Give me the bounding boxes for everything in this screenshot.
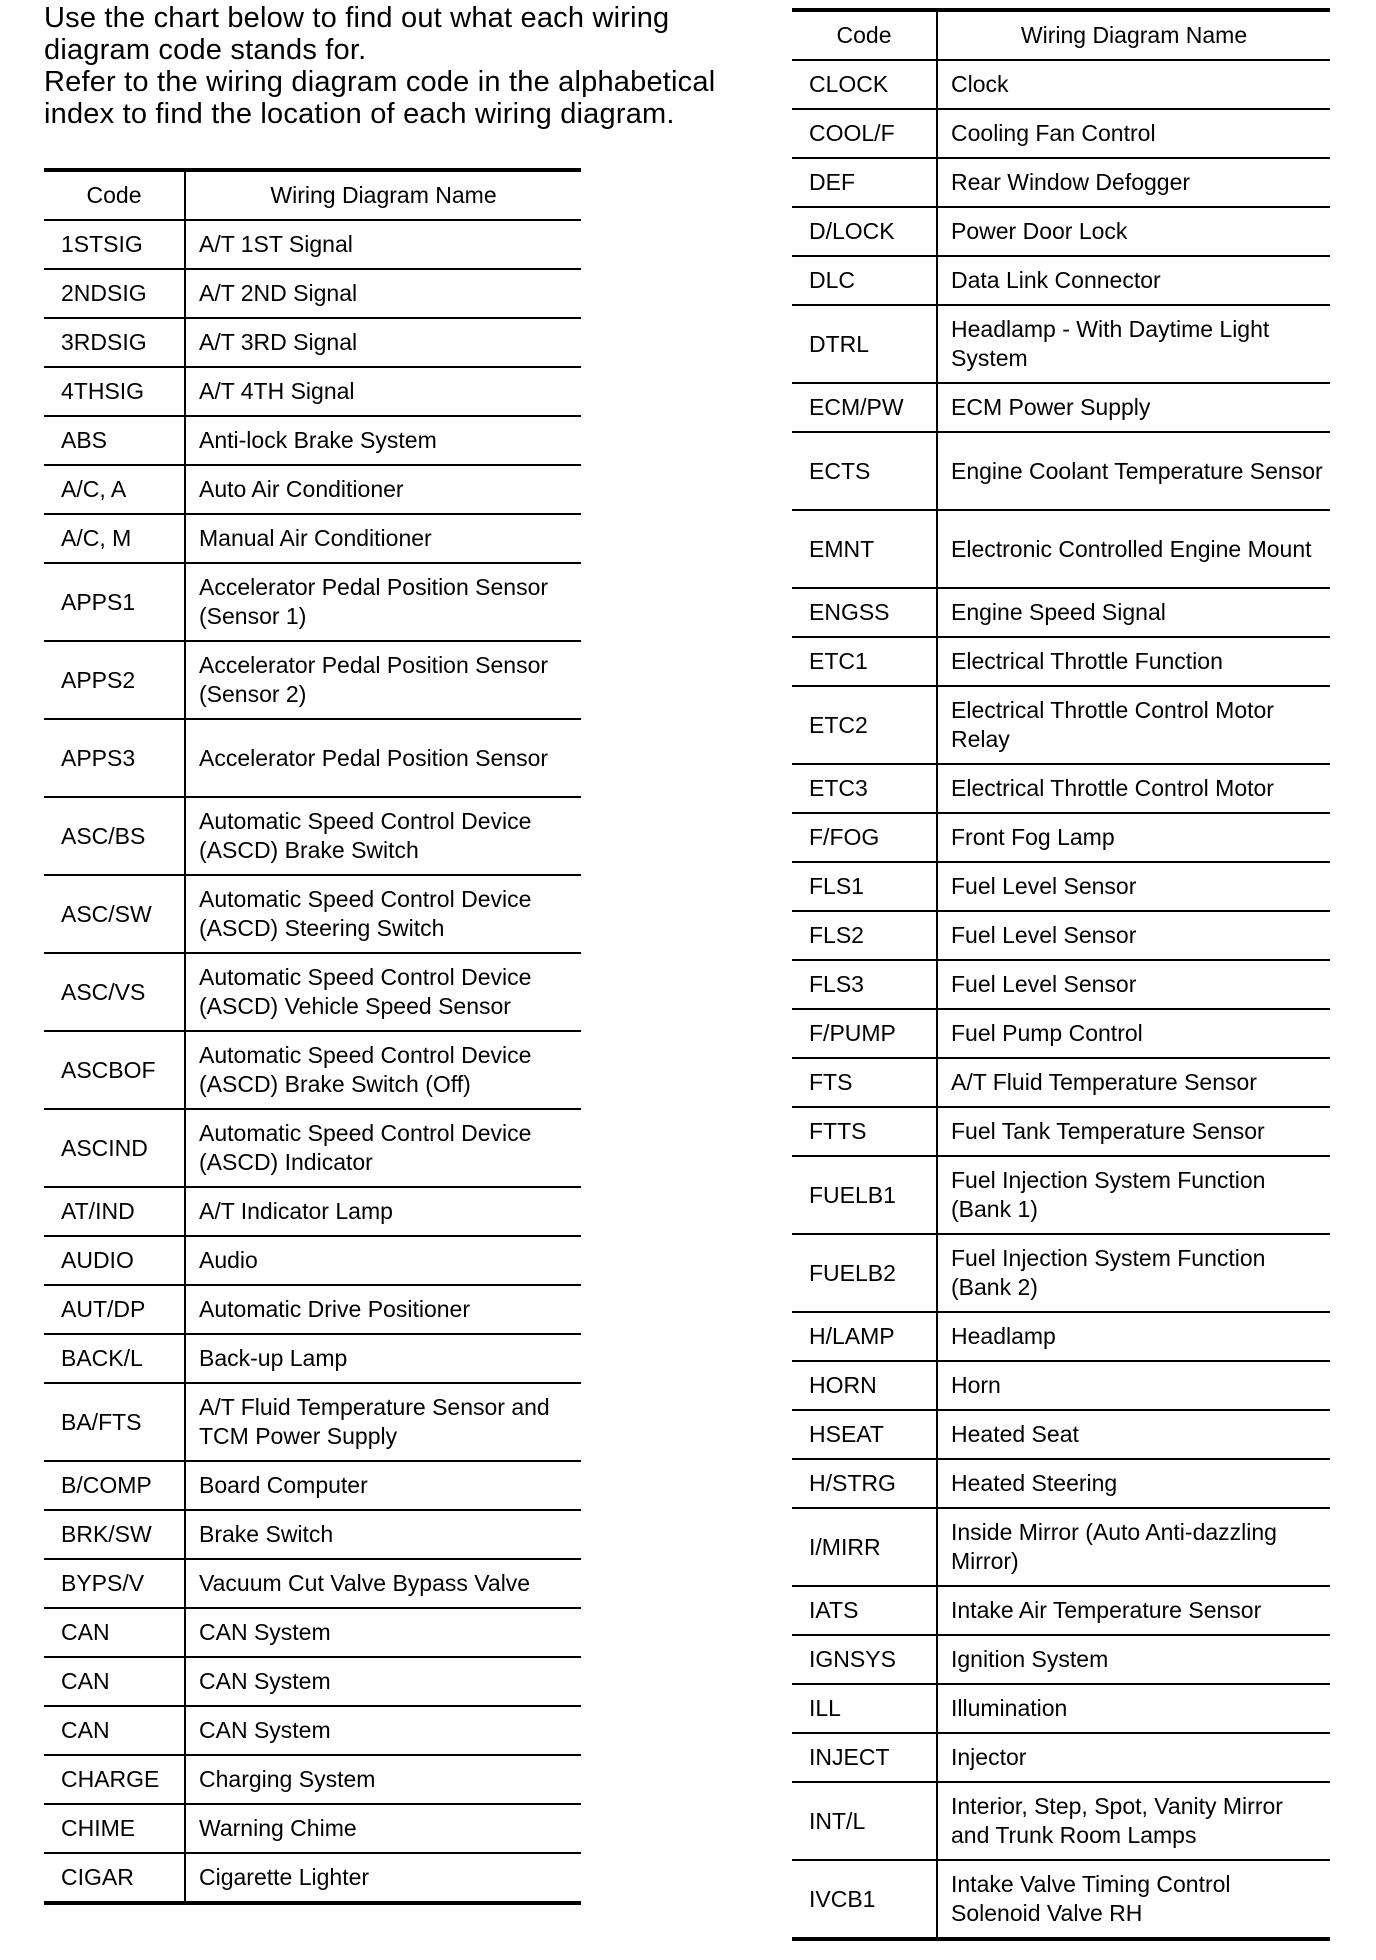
wiring-diagram-name-cell: Electrical Throttle Control Motor Relay [937, 686, 1330, 764]
table-row [792, 109, 1330, 158]
wiring-code-cell: CAN [44, 1657, 185, 1706]
wiring-code-cell: B/COMP [44, 1461, 185, 1510]
wiring-diagram-name-cell: CAN System [185, 1706, 581, 1755]
wiring-code-cell: BACK/L [44, 1334, 185, 1383]
wiring-code-cell: INJECT [792, 1733, 937, 1782]
wiring-code-cell: ASCIND [44, 1109, 185, 1187]
wiring-code-cell: CLOCK [792, 60, 937, 109]
table-row [792, 60, 1330, 109]
wiring-diagram-name-cell: Intake Air Temperature Sensor [937, 1586, 1330, 1635]
table-row [792, 1782, 1330, 1860]
wiring-code-cell: ETC2 [792, 686, 937, 764]
wiring-code-cell: IVCB1 [792, 1860, 937, 1939]
wiring-diagram-name-cell: A/T 3RD Signal [185, 318, 581, 367]
wiring-code-cell: APPS3 [44, 719, 185, 797]
wiring-diagram-name-cell: Fuel Level Sensor [937, 862, 1330, 911]
wiring-diagram-name-cell: A/T Fluid Temperature Sensor [937, 1058, 1330, 1107]
wiring-code-cell: ETC3 [792, 764, 937, 813]
wiring-code-cell: 2NDSIG [44, 269, 185, 318]
table-row [44, 1510, 581, 1559]
table-row [792, 1361, 1330, 1410]
table-row [44, 1031, 581, 1109]
wiring-code-cell: INT/L [792, 1782, 937, 1860]
wiring-diagram-name-cell: Front Fog Lamp [937, 813, 1330, 862]
table-row [44, 953, 581, 1031]
table-row [792, 637, 1330, 686]
table-row [792, 1684, 1330, 1733]
wiring-diagram-name-cell: Interior, Step, Spot, Vanity Mirror and Trunk Room Lamps [937, 1782, 1330, 1860]
table-row [44, 1187, 581, 1236]
table-row [44, 1657, 581, 1706]
wiring-diagram-name-cell: Automatic Speed Control Device (ASCD) Steering Switch [185, 875, 581, 953]
wiring-diagram-name-cell: Fuel Pump Control [937, 1009, 1330, 1058]
wiring-diagram-name-cell: Automatic Speed Control Device (ASCD) Indicator [185, 1109, 581, 1187]
wiring-code-cell: D/LOCK [792, 207, 937, 256]
wiring-code-cell: ABS [44, 416, 185, 465]
wiring-code-cell: ECM/PW [792, 383, 937, 432]
table-row [44, 1853, 581, 1903]
wiring-diagram-name-cell: Heated Seat [937, 1410, 1330, 1459]
name-column-header: Wiring Diagram Name [185, 170, 581, 220]
table-row [44, 1559, 581, 1608]
wiring-diagram-name-cell: Horn [937, 1361, 1330, 1410]
wiring-code-cell: APPS1 [44, 563, 185, 641]
wiring-code-table-left [44, 168, 581, 1905]
wiring-code-cell: FTS [792, 1058, 937, 1107]
wiring-code-cell: 1STSIG [44, 220, 185, 269]
wiring-diagram-name-cell: Power Door Lock [937, 207, 1330, 256]
wiring-code-cell: CAN [44, 1608, 185, 1657]
wiring-diagram-name-cell: Heated Steering [937, 1459, 1330, 1508]
wiring-diagram-name-cell: ECM Power Supply [937, 383, 1330, 432]
table-row [792, 1860, 1330, 1939]
table-row [44, 514, 581, 563]
table-row [792, 813, 1330, 862]
wiring-diagram-name-cell: Cooling Fan Control [937, 109, 1330, 158]
table-row [792, 1107, 1330, 1156]
wiring-code-cell: FUELB2 [792, 1234, 937, 1312]
wiring-code-cell: DEF [792, 158, 937, 207]
table-row [44, 416, 581, 465]
wiring-diagram-name-cell: A/T Indicator Lamp [185, 1187, 581, 1236]
intro-line-2: Refer to the wiring diagram code in the alphabetical index to find the location of each wiring diagram. [44, 66, 716, 130]
wiring-code-cell: ENGSS [792, 588, 937, 637]
wiring-diagram-name-cell: Charging System [185, 1755, 581, 1804]
table-row [44, 1755, 581, 1804]
wiring-diagram-name-cell: Fuel Injection System Function (Bank 1) [937, 1156, 1330, 1234]
wiring-code-cell: ILL [792, 1684, 937, 1733]
code-column-header: Code [792, 10, 937, 60]
wiring-diagram-name-cell: Fuel Level Sensor [937, 960, 1330, 1009]
wiring-diagram-name-cell: Engine Coolant Temperature Sensor [937, 432, 1330, 510]
wiring-diagram-name-cell: Automatic Speed Control Device (ASCD) Vehicle Speed Sensor [185, 953, 581, 1031]
wiring-diagram-name-cell: A/T 2ND Signal [185, 269, 581, 318]
table-row [44, 269, 581, 318]
wiring-diagram-name-cell: Illumination [937, 1684, 1330, 1733]
wiring-code-cell: 3RDSIG [44, 318, 185, 367]
table-row [792, 960, 1330, 1009]
wiring-diagram-name-cell: Automatic Drive Positioner [185, 1285, 581, 1334]
wiring-diagram-name-cell: Injector [937, 1733, 1330, 1782]
wiring-diagram-name-cell: A/T 1ST Signal [185, 220, 581, 269]
table-row [792, 1234, 1330, 1312]
table-row [44, 719, 581, 797]
table-row [792, 1635, 1330, 1684]
wiring-code-cell: ASC/VS [44, 953, 185, 1031]
wiring-diagram-name-cell: Rear Window Defogger [937, 158, 1330, 207]
wiring-code-cell: A/C, M [44, 514, 185, 563]
wiring-code-cell: CHIME [44, 1804, 185, 1853]
table-row [792, 256, 1330, 305]
wiring-code-cell: ASC/SW [44, 875, 185, 953]
wiring-code-cell: BA/FTS [44, 1383, 185, 1461]
wiring-diagram-name-cell: Automatic Speed Control Device (ASCD) Brake Switch (Off) [185, 1031, 581, 1109]
table-row [792, 686, 1330, 764]
table-row [44, 563, 581, 641]
table-row [44, 465, 581, 514]
wiring-code-cell: EMNT [792, 510, 937, 588]
wiring-code-cell: IGNSYS [792, 1635, 937, 1684]
table-row [792, 383, 1330, 432]
wiring-diagram-name-cell: Headlamp - With Daytime Light System [937, 305, 1330, 383]
wiring-code-cell: 4THSIG [44, 367, 185, 416]
wiring-diagram-name-cell: Fuel Injection System Function (Bank 2) [937, 1234, 1330, 1312]
wiring-code-cell: FLS3 [792, 960, 937, 1009]
wiring-code-cell: APPS2 [44, 641, 185, 719]
table-row [792, 305, 1330, 383]
wiring-code-table-right [792, 8, 1330, 1941]
wiring-code-cell: H/STRG [792, 1459, 937, 1508]
table-row [44, 641, 581, 719]
wiring-code-cell: DLC [792, 256, 937, 305]
name-column-header: Wiring Diagram Name [937, 10, 1330, 60]
table-row [792, 1733, 1330, 1782]
table-row [792, 1508, 1330, 1586]
intro-text [44, 2, 724, 130]
table-row [792, 1058, 1330, 1107]
wiring-code-cell: FTTS [792, 1107, 937, 1156]
wiring-diagram-name-cell: A/T 4TH Signal [185, 367, 581, 416]
wiring-diagram-name-cell: Clock [937, 60, 1330, 109]
table-row [792, 764, 1330, 813]
wiring-code-cell: F/FOG [792, 813, 937, 862]
table-row [792, 158, 1330, 207]
wiring-code-cell: HORN [792, 1361, 937, 1410]
table-row [792, 1312, 1330, 1361]
wiring-diagram-name-cell: Auto Air Conditioner [185, 465, 581, 514]
wiring-code-cell: A/C, A [44, 465, 185, 514]
wiring-diagram-name-cell: Anti-lock Brake System [185, 416, 581, 465]
table-row [792, 1459, 1330, 1508]
table-row [44, 1109, 581, 1187]
wiring-diagram-name-cell: Cigarette Lighter [185, 1853, 581, 1903]
table-row [44, 797, 581, 875]
wiring-diagram-name-cell: Accelerator Pedal Position Sensor [185, 719, 581, 797]
table-row [44, 1383, 581, 1461]
code-column-header: Code [44, 170, 185, 220]
table-row [44, 367, 581, 416]
wiring-code-cell: CAN [44, 1706, 185, 1755]
table-row [792, 432, 1330, 510]
wiring-code-cell: BRK/SW [44, 1510, 185, 1559]
table-row [792, 1586, 1330, 1635]
wiring-code-cell: COOL/F [792, 109, 937, 158]
wiring-code-cell: ETC1 [792, 637, 937, 686]
wiring-code-cell: DTRL [792, 305, 937, 383]
wiring-code-cell: AUDIO [44, 1236, 185, 1285]
wiring-diagram-name-cell: Electronic Controlled Engine Mount [937, 510, 1330, 588]
table-row [792, 1410, 1330, 1459]
wiring-diagram-name-cell: Electrical Throttle Function [937, 637, 1330, 686]
wiring-diagram-name-cell: Brake Switch [185, 1510, 581, 1559]
wiring-code-cell: H/LAMP [792, 1312, 937, 1361]
table-row [792, 588, 1330, 637]
table-row [44, 1236, 581, 1285]
wiring-code-cell: AT/IND [44, 1187, 185, 1236]
table-row [44, 1804, 581, 1853]
wiring-code-cell: FUELB1 [792, 1156, 937, 1234]
wiring-diagram-name-cell: Engine Speed Signal [937, 588, 1330, 637]
table-row [44, 318, 581, 367]
table-row [792, 862, 1330, 911]
wiring-diagram-name-cell: CAN System [185, 1657, 581, 1706]
table-row [44, 1461, 581, 1510]
wiring-diagram-name-cell: Fuel Tank Temperature Sensor [937, 1107, 1330, 1156]
wiring-diagram-name-cell: Board Computer [185, 1461, 581, 1510]
table-row [792, 1156, 1330, 1234]
wiring-code-cell: CIGAR [44, 1853, 185, 1903]
intro-line-1: Use the chart below to find out what each wiring diagram code stands for. [44, 2, 670, 66]
table-row [44, 1334, 581, 1383]
wiring-code-cell: CHARGE [44, 1755, 185, 1804]
wiring-diagram-name-cell: Fuel Level Sensor [937, 911, 1330, 960]
wiring-code-cell: AUT/DP [44, 1285, 185, 1334]
wiring-code-cell: IATS [792, 1586, 937, 1635]
wiring-diagram-name-cell: Electrical Throttle Control Motor [937, 764, 1330, 813]
wiring-code-cell: ECTS [792, 432, 937, 510]
wiring-diagram-name-cell: Accelerator Pedal Position Sensor (Sensor 2) [185, 641, 581, 719]
wiring-diagram-name-cell: Manual Air Conditioner [185, 514, 581, 563]
wiring-diagram-name-cell: CAN System [185, 1608, 581, 1657]
table-row [44, 1285, 581, 1334]
wiring-diagram-name-cell: Intake Valve Timing Control Solenoid Valve RH [937, 1860, 1330, 1939]
wiring-diagram-name-cell: Inside Mirror (Auto Anti-dazzling Mirror) [937, 1508, 1330, 1586]
wiring-diagram-name-cell: Vacuum Cut Valve Bypass Valve [185, 1559, 581, 1608]
wiring-code-cell: F/PUMP [792, 1009, 937, 1058]
wiring-diagram-name-cell: Data Link Connector [937, 256, 1330, 305]
wiring-diagram-name-cell: Audio [185, 1236, 581, 1285]
table-row [44, 1706, 581, 1755]
table-row [44, 220, 581, 269]
wiring-code-cell: BYPS/V [44, 1559, 185, 1608]
wiring-diagram-name-cell: Automatic Speed Control Device (ASCD) Brake Switch [185, 797, 581, 875]
wiring-diagram-name-cell: Headlamp [937, 1312, 1330, 1361]
table-row [44, 875, 581, 953]
wiring-code-cell: HSEAT [792, 1410, 937, 1459]
wiring-code-cell: ASCBOF [44, 1031, 185, 1109]
wiring-code-cell: ASC/BS [44, 797, 185, 875]
wiring-diagram-name-cell: Warning Chime [185, 1804, 581, 1853]
wiring-diagram-name-cell: Back-up Lamp [185, 1334, 581, 1383]
table-row [792, 510, 1330, 588]
wiring-code-cell: I/MIRR [792, 1508, 937, 1586]
table-row [792, 911, 1330, 960]
wiring-code-cell: FLS2 [792, 911, 937, 960]
table-row [792, 207, 1330, 256]
table-row [792, 1009, 1330, 1058]
wiring-diagram-name-cell: Accelerator Pedal Position Sensor (Sensor 1) [185, 563, 581, 641]
wiring-diagram-name-cell: Ignition System [937, 1635, 1330, 1684]
wiring-code-cell: FLS1 [792, 862, 937, 911]
wiring-diagram-name-cell: A/T Fluid Temperature Sensor and TCM Power Supply [185, 1383, 581, 1461]
table-row [44, 1608, 581, 1657]
